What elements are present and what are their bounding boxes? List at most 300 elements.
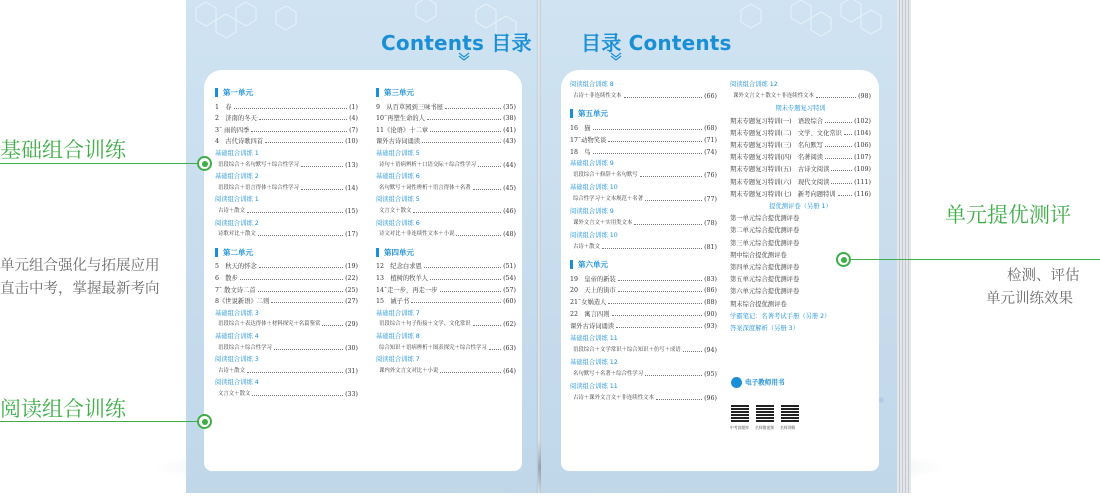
toc-item-title: 古诗＋非连续性文本 (573, 92, 622, 99)
toc-item-title: 名句默写＋词性辨析＋语言得体＋名著 (379, 184, 471, 191)
toc-item (215, 114, 358, 123)
toc-item-title: 期中综合提优测评卷 (730, 251, 787, 259)
section-heading: 第三单元 (376, 88, 414, 97)
toc-item (730, 239, 871, 248)
page-number: (35) (503, 103, 516, 111)
toc-item-title: 21ˉ女娲造人 (570, 299, 607, 307)
leader-dots (473, 320, 501, 326)
toc-item-title: 综合知识＋语病辨析＋图表探究＋综合性学习 (379, 344, 487, 351)
toc-item (215, 126, 358, 135)
toc-item-title: 文言文＋散文 (218, 391, 251, 397)
toc-item-title: 17ˉ动物笑谈 (570, 136, 607, 144)
page-number: (38) (503, 115, 516, 123)
leader-dots (825, 141, 852, 147)
group-label: 阅读组合训练 10 (570, 231, 618, 239)
toc-item (376, 297, 516, 306)
toc-item (379, 344, 516, 353)
toc-item-title: 期末专题复习特训(六) 现代文阅读 (730, 178, 830, 186)
leader-dots (618, 275, 702, 281)
group-label: 阅读组合训练 3 (215, 356, 259, 364)
page-number: (45) (503, 184, 516, 192)
toc-item (376, 114, 516, 123)
leader-dots (424, 262, 501, 268)
leader-dots (634, 219, 702, 225)
page-number: (68) (704, 124, 717, 132)
leader-dots (816, 92, 856, 98)
toc-item (730, 214, 871, 223)
toc-item (215, 262, 358, 271)
toc-item (573, 394, 717, 403)
page-number: (106) (854, 142, 871, 149)
toc-item-title: 4 古代诗歌四首 (215, 138, 264, 146)
toc-item-title: 语段综合＋文学常识＋综合知识＋仿写＋成语 (573, 346, 681, 353)
ebook-link[interactable] (731, 377, 785, 389)
leader-dots (616, 322, 702, 328)
group-label: 学霸笔记：名著考试手册（另册 2） (730, 312, 831, 320)
page-number: (93) (704, 323, 717, 331)
group-label: 基础组合训练 6 (376, 173, 420, 181)
toc-item (573, 346, 717, 355)
callout-reading-training: 阅读组合训练 (0, 397, 126, 421)
toc-item-title: 20 天上的街市 (570, 287, 616, 295)
toc-item (215, 297, 358, 306)
page-number: (71) (704, 136, 717, 144)
page-number: (77) (704, 196, 717, 204)
leader-dots (274, 344, 343, 350)
toc-item-title: 语段综合＋表达得体＋材料探究＋名篇鉴赏 (218, 321, 321, 328)
page-number: (13) (345, 161, 358, 169)
toc-item (730, 141, 871, 150)
group-label: 基础组合训练 2 (215, 173, 259, 181)
page-number: (109) (854, 166, 871, 174)
section-heading: 第二单元 (215, 248, 253, 257)
page-number: (102) (854, 117, 871, 125)
page-number: (48) (503, 231, 516, 239)
page-number: (86) (704, 287, 717, 295)
toc-item-title: 诗句＋语病辨析＋口语交际＋综合性学习 (379, 161, 477, 168)
page-number: (1) (349, 103, 358, 111)
page-number: (15) (345, 208, 358, 215)
toc-item (730, 263, 871, 272)
toc-item (379, 207, 516, 216)
toc-item (218, 184, 358, 193)
toc-item-title: 期末专题复习特训(四) 名著阅读 (730, 154, 824, 162)
chevron-down-icon (610, 52, 622, 61)
group-label: 阅读组合训练 7 (376, 356, 420, 364)
leader-dots (618, 286, 702, 292)
leader-dots (489, 344, 501, 350)
qr-code (731, 404, 749, 422)
toc-item-title: 语段综合＋语言得体＋综合性学习 (218, 184, 299, 191)
toc-item (215, 274, 358, 283)
toc-item (376, 137, 516, 146)
leader-dots (258, 286, 343, 292)
leader-dots (608, 136, 702, 142)
page-number: (46) (503, 208, 516, 215)
toc-item (376, 274, 516, 283)
toc-item (218, 390, 358, 399)
toc-item (218, 320, 358, 329)
page-number: (111) (854, 178, 871, 186)
qr-code (756, 404, 774, 422)
toc-item (730, 275, 871, 284)
leader-dots (656, 394, 702, 400)
leader-dots (478, 161, 501, 167)
toc-item-title: 语段综合＋句子衔接＋文学、文化常识 (379, 321, 471, 328)
page-number: (60) (503, 298, 516, 306)
page-number: (98) (858, 93, 871, 101)
leader-dots (252, 390, 343, 396)
page-number: (83) (704, 275, 717, 283)
toc-item (218, 367, 358, 376)
group-label: 阅读组合训练 2 (215, 219, 259, 227)
toc-item (218, 207, 358, 216)
toc-item-title: 10ˉ再塑生命的人 (376, 115, 425, 123)
leader-dots (838, 190, 852, 196)
toc-item-title: 课内外文言文对比＋小说 (379, 367, 439, 374)
toc-item-title: 期末专题复习特训(七) 新考向题特训 (730, 190, 836, 198)
page-number: (78) (704, 219, 717, 227)
toc-item (570, 298, 717, 307)
toc-item-title: 期末专题复习特训(一) 语段综合 (730, 117, 824, 125)
leader-dots (430, 274, 501, 280)
leader-dots (234, 103, 347, 109)
toc-item (379, 184, 516, 193)
group-label: 基础组合训练 3 (215, 309, 259, 317)
leader-dots (624, 92, 703, 98)
section-heading: 第四单元 (376, 248, 414, 257)
leader-dots (593, 124, 702, 130)
toc-item-title: 14ˉ走一步，再走一步 (376, 286, 438, 294)
toc-item-title: 1 春 (215, 103, 232, 111)
page-number: (27) (345, 298, 358, 306)
group-label: 基础组合训练 1 (215, 150, 259, 157)
callout-unit-assessment: 单元提优测评 (945, 203, 1071, 227)
toc-item-title: 22 寓言四则 (570, 311, 610, 319)
leader-dots (612, 310, 703, 316)
page-number: (116) (854, 190, 871, 198)
callout-desc-line-1: 单元组合强化与拓展应用 (0, 258, 160, 274)
toc-item-title: 9 从百草园到三味书屋 (376, 103, 443, 111)
callout-desc-line-2: 单元训练效果 (986, 291, 1073, 307)
page-number: (33) (345, 391, 358, 398)
leader-dots (259, 262, 343, 268)
toc-item-title: 2 济南的冬天 (215, 115, 257, 123)
toc-item (573, 92, 717, 101)
chevron-down-icon (458, 52, 470, 61)
toc-item (570, 286, 717, 295)
group-label: 阅读组合训练 11 (570, 382, 618, 390)
group-label: 提优测评卷（另册 1） (769, 203, 832, 210)
leader-dots (825, 153, 852, 159)
toc-item-title: 课外文言文＋实用类文本 (573, 219, 633, 226)
toc-item (733, 92, 871, 101)
leader-dots (456, 230, 501, 236)
qr-label: 中考真题库 (730, 425, 749, 430)
page-number: (62) (503, 321, 516, 329)
page-number: (104) (854, 129, 871, 137)
toc-item-title: 7ˉ 散文诗二首 (215, 286, 256, 294)
ebook-label: 电子教师用书 (745, 378, 785, 387)
callout-dot (836, 252, 851, 267)
page-number: (96) (704, 394, 717, 402)
leader-dots (825, 117, 852, 123)
toc-item (570, 136, 717, 145)
group-label: 基础组合训练 10 (570, 184, 618, 192)
leader-dots (271, 297, 343, 303)
page-number: (51) (503, 263, 516, 271)
toc-item (379, 367, 516, 376)
group-label: 答案深度解析（另册 3） (730, 325, 799, 332)
leader-dots (445, 103, 501, 109)
toc-item-title: 第三单元综合提优测评卷 (730, 239, 800, 247)
page-number: (4) (349, 115, 358, 123)
toc-item-title: 3ˉ 雨的四季 (215, 126, 250, 134)
leader-dots (322, 320, 343, 326)
toc-item (730, 165, 871, 174)
group-label: 基础组合训练 4 (215, 333, 259, 340)
leader-dots (831, 178, 852, 184)
page-number: (63) (503, 344, 516, 352)
leader-dots (430, 126, 501, 132)
callout-desc-line-1: 检测、评估 (1007, 268, 1080, 284)
toc-item-title: 第五单元综合提优测评卷 (730, 276, 800, 284)
toc-item-title: 古诗＋散文 (218, 208, 245, 214)
toc-item (376, 286, 516, 295)
toc-item (215, 137, 358, 146)
group-label: 期末专题复习特训 (775, 105, 826, 113)
callout-line (0, 163, 200, 164)
toc-item-title: 课外文言文＋散文＋非连续性文本 (733, 93, 814, 100)
page-number: (94) (704, 346, 717, 354)
leader-dots (473, 184, 501, 190)
leader-dots (411, 297, 501, 303)
left-page (186, 0, 538, 493)
leader-dots (645, 370, 702, 376)
toc-item-title: 期末专题复习特训(三) 名句默写 (730, 142, 824, 149)
callout-desc-line-2: 直击中考，掌握最新考向 (0, 281, 160, 297)
ebook-icon (731, 377, 742, 388)
leader-dots (593, 148, 702, 154)
leader-dots (844, 129, 852, 135)
toc-item (379, 230, 516, 239)
toc-item-title: 第四单元综合提优测评卷 (730, 264, 800, 271)
page-number: (88) (704, 299, 717, 307)
toc-item (570, 124, 717, 133)
section-heading: 第六单元 (570, 260, 608, 269)
toc-item-title: 19 皇帝的新装 (570, 275, 616, 283)
toc-item-title: 第一单元综合提优测评卷 (730, 215, 800, 223)
leader-dots (413, 207, 501, 213)
toc-item (730, 178, 871, 187)
page-number: (10) (345, 138, 358, 146)
toc-item-title: 语段综合＋综合性学习 (218, 344, 272, 351)
toc-item (376, 126, 516, 135)
page-number: (74) (704, 148, 717, 156)
group-label: 阅读组合训练 12 (730, 81, 778, 88)
toc-item-title: 第六单元综合提优测评卷 (730, 288, 800, 296)
group-label: 阅读组合训练 8 (570, 81, 614, 88)
toc-item-title: 12 纪念白求恩 (376, 263, 422, 271)
toc-item (376, 262, 516, 271)
leader-dots (247, 207, 343, 213)
page-number: (31) (345, 367, 358, 375)
page-number: (76) (704, 172, 717, 180)
group-label: 基础组合训练 11 (570, 335, 618, 342)
page-title-left: Contents 目录 (381, 31, 532, 55)
callout-dot (197, 414, 212, 429)
toc-item (570, 310, 717, 319)
toc-item (215, 286, 358, 295)
group-label: 基础组合训练 12 (570, 358, 618, 366)
leader-dots (265, 137, 343, 143)
leader-dots (608, 298, 702, 304)
right-page (541, 0, 897, 493)
page-number: (25) (345, 286, 358, 294)
leader-dots (251, 126, 347, 132)
toc-item (379, 320, 516, 329)
toc-item-title: 6 散步 (215, 275, 238, 282)
group-label: 阅读组合训练 4 (215, 379, 259, 387)
toc-item-title: 13 植树的牧羊人 (376, 275, 429, 282)
toc-item-title: 15 诫子书 (376, 298, 410, 306)
page-number: (43) (503, 138, 516, 146)
toc-item (573, 243, 717, 252)
toc-item (573, 195, 717, 204)
toc-item (573, 171, 717, 180)
toc-item (570, 148, 717, 157)
group-label: 基础组合训练 7 (376, 309, 420, 317)
callout-line (848, 259, 1100, 260)
callout-basic-training: 基础组合训练 (0, 138, 126, 162)
page-number: (41) (503, 126, 516, 134)
page-number: (66) (704, 92, 717, 100)
toc-item-title: 课外古诗词诵读 (570, 323, 615, 331)
qr-label: 名师微视频 (755, 425, 774, 430)
toc-item-title: 综合性学习＋文本规范＋名著 (573, 196, 644, 203)
toc-item-title: 课外古诗词诵读 (376, 138, 421, 146)
toc-item-title: 文言文＋散文 (379, 208, 412, 214)
group-label: 阅读组合训练 9 (570, 208, 614, 215)
leader-dots (440, 286, 502, 292)
leader-dots (427, 114, 501, 120)
callout-line (0, 421, 200, 422)
group-label: 阅读组合训练 1 (215, 196, 259, 204)
toc-item (215, 103, 358, 112)
leader-dots (422, 137, 501, 143)
page-number: (19) (345, 263, 358, 271)
leader-dots (301, 161, 343, 167)
page-number: (29) (345, 321, 358, 329)
toc-item-title: 18 鸟 (570, 148, 591, 156)
toc-item-title: 语段综合＋名句默写＋综合性学习 (218, 161, 299, 168)
page-number: (17) (345, 231, 358, 239)
toc-card-left (204, 70, 522, 471)
leader-dots (640, 171, 702, 177)
toc-item (570, 322, 717, 331)
toc-item-title: 古诗＋课外文言文＋非连续性文本 (573, 394, 654, 401)
toc-item (573, 219, 717, 228)
page-number: (64) (503, 367, 516, 375)
leader-dots (831, 165, 852, 171)
leader-dots (258, 230, 343, 236)
toc-item-title: 期末综合提优测评卷 (730, 300, 787, 308)
toc-item-title: 8《世说新语》二则 (215, 298, 270, 306)
toc-item-title: 古诗＋散文 (573, 243, 600, 250)
qr-code (781, 404, 799, 422)
page-edges (897, 0, 911, 493)
toc-item (730, 117, 871, 126)
leader-dots (247, 367, 343, 373)
toc-item (218, 161, 358, 170)
page-number: (95) (704, 370, 717, 378)
page-number: (107) (854, 154, 871, 162)
toc-item (730, 287, 871, 296)
leader-dots (259, 114, 347, 120)
toc-item-title: 诗文对比＋非连续性文本＋小说 (379, 231, 455, 238)
toc-item (376, 103, 516, 112)
toc-item (573, 370, 717, 379)
group-label: 阅读组合训练 5 (376, 196, 420, 204)
section-heading: 第五单元 (570, 109, 608, 118)
toc-item (730, 190, 871, 199)
toc-item-title: 期末专题复习特训(五) 古诗文阅读 (730, 166, 830, 174)
toc-item-title: 诗歌对比＋散文 (218, 231, 256, 238)
leader-dots (301, 184, 343, 190)
toc-item-title: 语段综合＋修辞＋名句默写 (573, 172, 638, 179)
page-number: (90) (704, 311, 717, 319)
leader-dots (440, 367, 501, 373)
toc-item (218, 344, 358, 353)
group-label: 阅读组合训练 6 (376, 219, 420, 227)
toc-item-title: 名句默写＋名著＋综合性学习 (573, 370, 644, 377)
page-number: (81) (704, 243, 717, 251)
toc-item-title: 古诗＋散文 (218, 367, 245, 374)
page-number: (22) (345, 275, 358, 282)
toc-item-title: 16 猫 (570, 124, 591, 132)
page-number: (54) (503, 275, 516, 282)
page-number: (30) (345, 344, 358, 352)
page-number: (44) (503, 161, 516, 169)
page-number: (57) (503, 286, 516, 294)
toc-item (730, 226, 871, 235)
toc-item-title: 5 秋天的怀念 (215, 263, 257, 271)
toc-item-title: 第二单元综合提优测评卷 (730, 227, 800, 235)
toc-item (570, 275, 717, 284)
page-title-right: 目录 Contents (581, 31, 732, 55)
toc-item (379, 161, 516, 170)
leader-dots (645, 195, 702, 201)
page-number: (7) (349, 126, 358, 134)
group-label: 基础组合训练 5 (376, 150, 420, 157)
toc-item (730, 153, 871, 162)
toc-item-title: 11《论语》十二章 (376, 126, 429, 134)
group-label: 基础组合训练 8 (376, 333, 420, 340)
section-heading: 第一单元 (215, 88, 253, 97)
page-number: (14) (345, 184, 358, 192)
toc-item (730, 300, 871, 309)
toc-item (218, 230, 358, 239)
toc-item (730, 129, 871, 138)
callout-dot (197, 156, 212, 171)
group-label: 基础组合训练 9 (570, 160, 614, 168)
qr-label: 名师讲解 (780, 425, 796, 430)
leader-dots (240, 274, 343, 280)
leader-dots (683, 346, 702, 352)
leader-dots (602, 243, 702, 249)
toc-item-title: 期末专题复习特训(二) 文学、文化常识 (730, 129, 842, 137)
toc-card-right (561, 70, 879, 471)
